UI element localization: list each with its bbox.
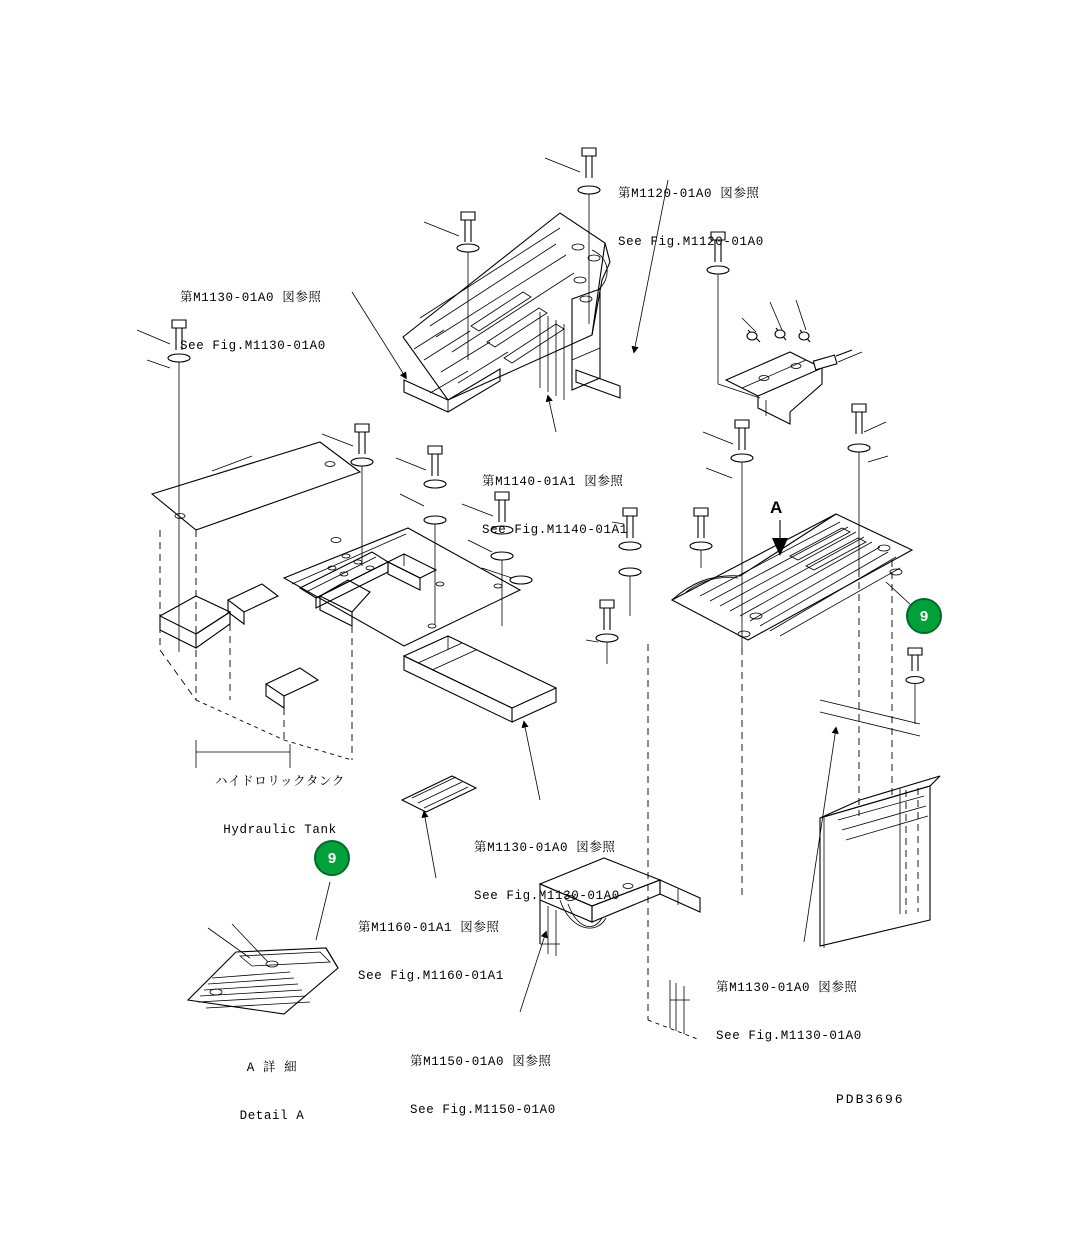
- rails-upper: [540, 289, 620, 400]
- long-beam: [404, 636, 556, 722]
- upper-step-plate: [403, 213, 610, 412]
- callout-9-right[interactable]: 9: [906, 598, 942, 634]
- right-step-plate: [672, 514, 912, 640]
- detail-a-label: A 詳 細 Detail A: [239, 1061, 305, 1123]
- callout-9-detail[interactable]: 9: [314, 840, 350, 876]
- ref-m1120-top: 第M1120-01A0 図参照 See Fig.M1120-01A0: [618, 187, 764, 249]
- ref-m1140-middle: 第M1140-01A1 図参照 See Fig.M1140-01A1: [482, 475, 628, 537]
- ref-m1150: 第M1150-01A0 図参照 See Fig.M1150-01A0: [410, 1055, 556, 1117]
- ref-m1130-center: 第M1130-01A0 図参照 See Fig.M1130-01A0: [474, 841, 620, 903]
- hydraulic-tank-label: ハイドロリックタンク Hydraulic Tank: [214, 775, 345, 837]
- small-plate-lower-left: [402, 776, 476, 812]
- hydraulic-tank: [152, 442, 370, 768]
- section-mark-a: A: [770, 498, 783, 517]
- ref-m1130-lower-right: 第M1130-01A0 図参照 See Fig.M1130-01A0: [716, 981, 862, 1043]
- detail-a-part: [188, 924, 338, 1014]
- fastener-group-right: [586, 232, 888, 664]
- upper-right-parts: [718, 300, 862, 424]
- ref-m1130-upper-left: 第M1130-01A0 図参照 See Fig.M1130-01A0: [180, 291, 326, 353]
- fastener-small-right: [906, 648, 924, 724]
- ref-m1160: 第M1160-01A1 図参照 See Fig.M1160-01A1: [358, 921, 504, 983]
- drawing-number: PDB3696: [836, 1092, 905, 1107]
